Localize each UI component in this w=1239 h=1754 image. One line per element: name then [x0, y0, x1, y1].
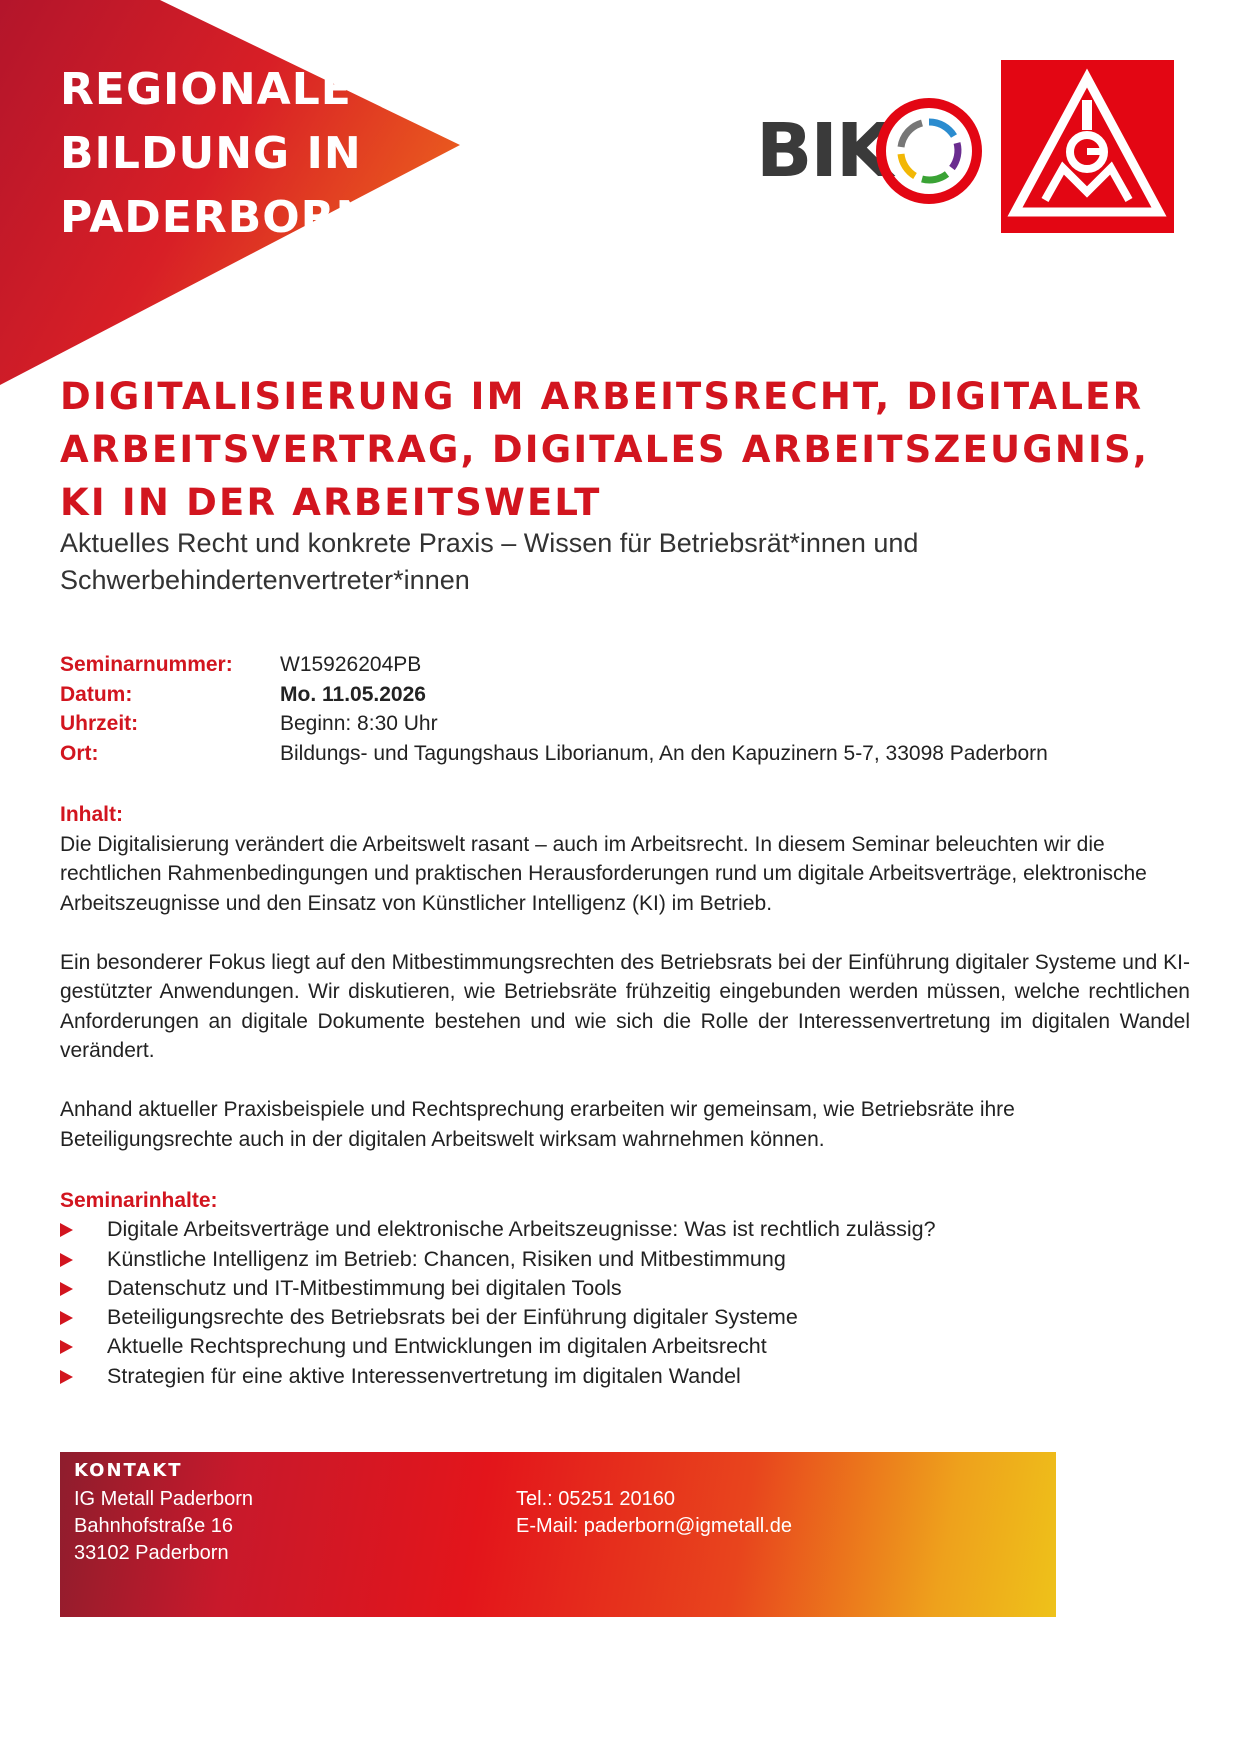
list-item-text: Strategien für eine aktive Interessenvertretung im digitalen Wandel [107, 1363, 741, 1388]
list-item-text: Digitale Arbeitsverträge und elektronische Arbeitszeugnisse: Was ist rechtlich zulässig? [107, 1217, 936, 1242]
seminarnummer-value: W15926204PB [280, 653, 422, 676]
triangle-arrow-icon [60, 1253, 73, 1267]
kontakt-phone: Tel.: 05251 20160 [516, 1488, 676, 1510]
igm-triangle-icon [1001, 60, 1174, 233]
list-item-text: Beteiligungsrechte des Betriebsrats bei der Einführung digitaler Systeme [107, 1305, 798, 1330]
list-item [60, 1215, 1190, 1244]
triangle-arrow-icon [60, 1340, 73, 1354]
banner-title [60, 58, 373, 250]
list-item [60, 1303, 1190, 1332]
bik-ring-icon [874, 96, 984, 206]
inhalt-label: Inhalt: [60, 803, 123, 826]
uhrzeit-label: Uhrzeit: [60, 712, 139, 735]
kontakt-org: IG Metall Paderborn [74, 1488, 253, 1510]
list-item [60, 1332, 1190, 1361]
bik-logo-text: BIK [756, 108, 892, 194]
list-item [60, 1274, 1190, 1303]
list-item-text: Aktuelle Rechtsprechung und Entwicklungen im digitalen Arbeitsrecht [107, 1334, 767, 1359]
seminarnummer-label: Seminarnummer: [60, 653, 233, 676]
seminarinhalte-label: Seminarinhalte: [60, 1189, 218, 1212]
triangle-arrow-icon [60, 1223, 73, 1237]
inhalt-section [60, 800, 1190, 1184]
kontakt-address [74, 1486, 253, 1567]
ort-label: Ort: [60, 741, 99, 765]
list-item [60, 1362, 1190, 1391]
triangle-arrow-icon [60, 1311, 73, 1325]
seminar-subtitle: Aktuelles Recht und konkrete Praxis – Wissen für Betriebsrät*innen und Schwerbehindertenvertreter*innen [60, 528, 919, 595]
kontakt-email-link[interactable]: E-Mail: paderborn@igmetall.de [516, 1515, 792, 1537]
list-item-text: Künstliche Intelligenz im Betrieb: Chancen, Risiken und Mitbestimmung [107, 1246, 786, 1271]
inhalt-paragraph: Ein besonderer Fokus liegt auf den Mitbestimmungsrechten des Betriebsrats bei der Einführung digitaler Systeme und KI-gestützter Anwendungen. Wir diskutieren, wie Betriebsräte frühzeitig eingebunden werden müssen, welche rechtlichen Anforderungen an digitale Dokumente bestehen und wie sich die Rolle der Interessenvertretung im digitalen Wandel verändert. [60, 950, 1190, 1062]
igmetall-logo [1001, 60, 1174, 233]
seminarinhalte-list [60, 1215, 1190, 1391]
triangle-arrow-icon [60, 1282, 73, 1296]
ort-value: Bildungs- und Tagungshaus Liborianum, An den Kapuzinern 5-7, 33098 Paderborn [280, 741, 1048, 765]
list-item [60, 1245, 1190, 1274]
banner-line: REGIONALE [60, 64, 352, 115]
seminarinhalte-section [60, 1186, 1190, 1391]
list-item-text: Datenschutz und IT-Mitbestimmung bei digitalen Tools [107, 1275, 622, 1300]
banner-line: PADERBORN [60, 192, 374, 243]
seminar-title: DIGITALISIERUNG IM ARBEITSRECHT, DIGITALER ARBEITSVERTRAG, DIGITALES ARBEITSZEUGNIS, KI IN DER ARBEITSWELT [60, 375, 1150, 524]
inhalt-paragraph: Anhand aktueller Praxisbeispiele und Rechtsprechung erarbeiten wir gemeinsam, wie Betriebsräte ihre Beteiligungsrechte auch in der digitalen Arbeitswelt wirksam wahrnehmen können. [60, 1098, 1015, 1151]
uhrzeit-value: Beginn: 8:30 Uhr [280, 712, 438, 735]
kontakt-title: KONTAKT [74, 1460, 183, 1481]
triangle-arrow-icon [60, 1370, 73, 1384]
banner-line: BILDUNG IN [60, 128, 362, 179]
datum-value: Mo. 11.05.2026 [280, 682, 426, 706]
kontakt-street: Bahnhofstraße 16 [74, 1515, 233, 1537]
datum-label: Datum: [60, 682, 133, 706]
kontakt-city: 33102 Paderborn [74, 1542, 229, 1564]
kontakt-box [60, 1452, 1056, 1617]
inhalt-paragraph: Die Digitalisierung verändert die Arbeitswelt rasant – auch im Arbeitsrecht. In diesem Seminar beleuchten wir die rechtlichen Rahmenbedingungen und praktischen Herausforderungen rund um digitale Arbeitsverträge, elektronische Arbeitszeugnisse und den Einsatz von Künstlicher Intelligenz (KI) im Betrieb. [60, 832, 1147, 915]
kontakt-contact [516, 1486, 792, 1540]
